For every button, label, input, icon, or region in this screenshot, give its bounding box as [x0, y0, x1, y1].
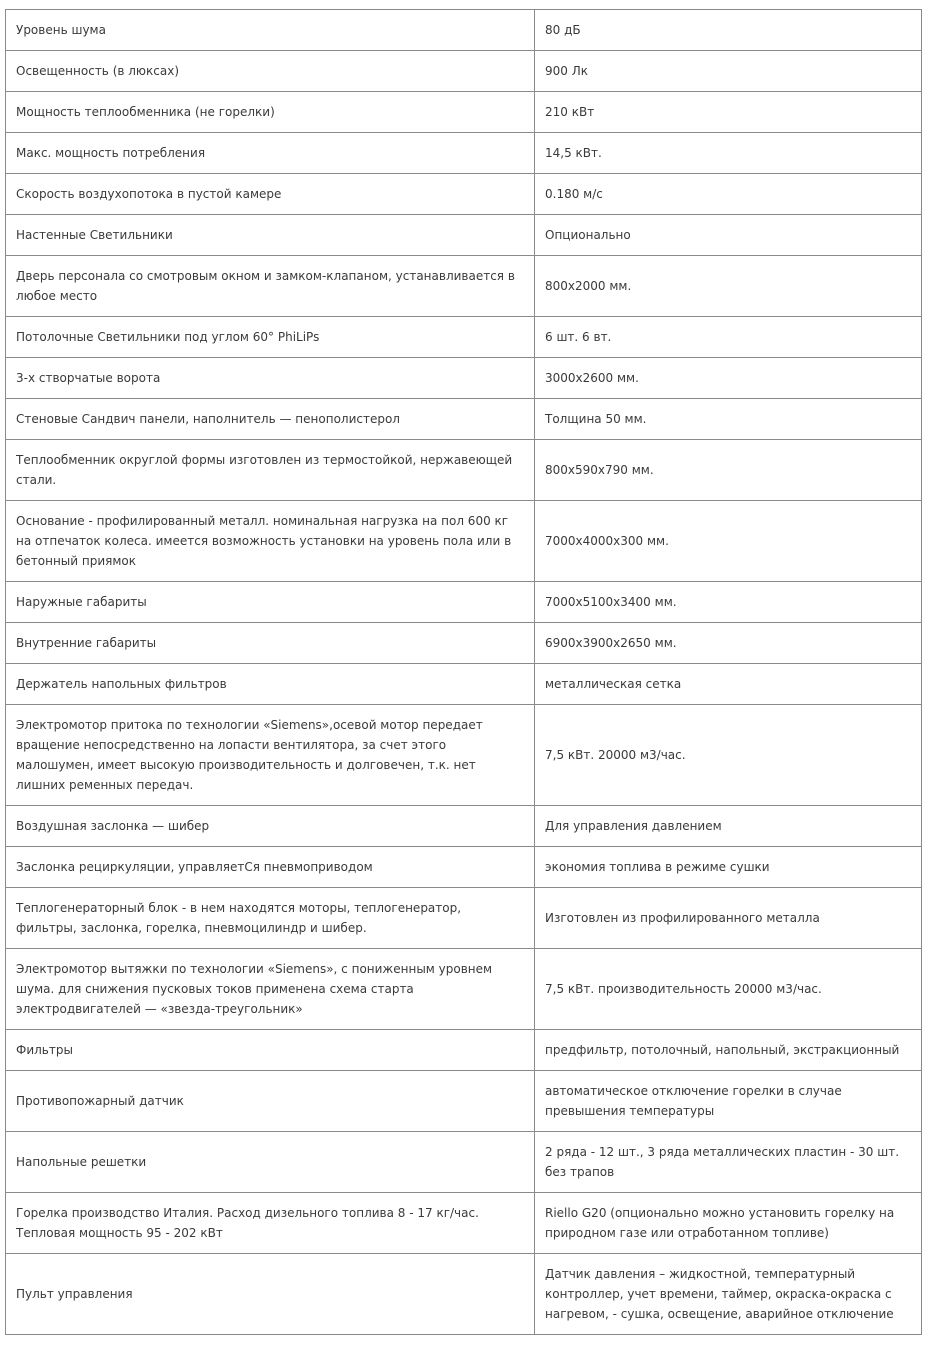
table-row — [6, 10, 922, 51]
param-cell: Скорость воздухопотока в пустой камере — [6, 174, 535, 215]
table-row — [6, 1193, 922, 1254]
table-row — [6, 1071, 922, 1132]
table-row — [6, 440, 922, 501]
table-row — [6, 51, 922, 92]
table-row — [6, 215, 922, 256]
value-cell: 3000х2600 мм. — [535, 358, 922, 399]
param-cell: Потолочные Светильники под углом 60° PhiLiPs — [6, 317, 535, 358]
table-row — [6, 256, 922, 317]
table-row — [6, 806, 922, 847]
value-cell: 7,5 кВт. производительность 20000 м3/час. — [535, 949, 922, 1030]
table-row — [6, 399, 922, 440]
param-cell: Внутренние габариты — [6, 623, 535, 664]
param-cell: Электромотор притока по технологии «Siemens»,осевой мотор передает вращение непосредственно на лопасти вентилятора, за счет этого малошумен, имеет высокую производительность и долговечен, т.к. нет лишних ременных передач. — [6, 705, 535, 806]
value-cell: 800х590х790 мм. — [535, 440, 922, 501]
param-cell: 3-х створчатые ворота — [6, 358, 535, 399]
value-cell: металлическая сетка — [535, 664, 922, 705]
table-row — [6, 1030, 922, 1071]
table-row — [6, 623, 922, 664]
value-cell: 2 ряда - 12 шт., 3 ряда металлических пластин - 30 шт. без трапов — [535, 1132, 922, 1193]
table-row — [6, 1132, 922, 1193]
value-cell: 14,5 кВт. — [535, 133, 922, 174]
param-cell: Напольные решетки — [6, 1132, 535, 1193]
table-row — [6, 174, 922, 215]
table-row — [6, 1254, 922, 1335]
table-row — [6, 705, 922, 806]
param-cell: Макс. мощность потребления — [6, 133, 535, 174]
table-row — [6, 92, 922, 133]
param-cell: Наружные габариты — [6, 582, 535, 623]
param-cell: Стеновые Сандвич панели, наполнитель — пенополистерол — [6, 399, 535, 440]
value-cell: Riello G20 (опционально можно установить горелку на природном газе или отработанном топливе) — [535, 1193, 922, 1254]
value-cell: экономия топлива в режиме сушки — [535, 847, 922, 888]
param-cell: Теплообменник округлой формы изготовлен из термостойкой, нержавеющей стали. — [6, 440, 535, 501]
param-cell: Держатель напольных фильтров — [6, 664, 535, 705]
value-cell: 7,5 кВт. 20000 м3/час. — [535, 705, 922, 806]
value-cell: 210 кВт — [535, 92, 922, 133]
param-cell: Фильтры — [6, 1030, 535, 1071]
table-row — [6, 949, 922, 1030]
param-cell: Воздушная заслонка — шибер — [6, 806, 535, 847]
param-cell: Дверь персонала со смотровым окном и замком-клапаном, устанавливается в любое место — [6, 256, 535, 317]
param-cell: Пульт управления — [6, 1254, 535, 1335]
param-cell: Противопожарный датчик — [6, 1071, 535, 1132]
value-cell: 6900х3900х2650 мм. — [535, 623, 922, 664]
param-cell: Теплогенераторный блок - в нем находятся моторы, теплогенератор, фильтры, заслонка, горелка, пневмоцилиндр и шибер. — [6, 888, 535, 949]
param-cell: Электромотор вытяжки по технологии «Siemens», с пониженным уровнем шума. для снижения пусковых токов применена схема старта электродвигателей — «звезда-треугольник» — [6, 949, 535, 1030]
param-cell: Освещенность (в люксах) — [6, 51, 535, 92]
table-row — [6, 582, 922, 623]
param-cell: Настенные Светильники — [6, 215, 535, 256]
value-cell: автоматическое отключение горелки в случае превышения температуры — [535, 1071, 922, 1132]
table-row — [6, 317, 922, 358]
table-row — [6, 664, 922, 705]
param-cell: Горелка производство Италия. Расход дизельного топлива 8 - 17 кг/час. Тепловая мощность 95 - 202 кВт — [6, 1193, 535, 1254]
table-row — [6, 847, 922, 888]
table-row — [6, 888, 922, 949]
specifications-table — [5, 9, 922, 1335]
param-cell: Уровень шума — [6, 10, 535, 51]
table-row — [6, 501, 922, 582]
value-cell: 7000х5100х3400 мм. — [535, 582, 922, 623]
table-row — [6, 133, 922, 174]
value-cell: 7000х4000х300 мм. — [535, 501, 922, 582]
value-cell: Для управления давлением — [535, 806, 922, 847]
value-cell: 900 Лк — [535, 51, 922, 92]
value-cell: Толщина 50 мм. — [535, 399, 922, 440]
value-cell: 0.180 м/с — [535, 174, 922, 215]
value-cell: 80 дБ — [535, 10, 922, 51]
value-cell: предфильтр, потолочный, напольный, экстракционный — [535, 1030, 922, 1071]
param-cell: Мощность теплообменника (не горелки) — [6, 92, 535, 133]
param-cell: Заслонка рециркуляции, управляетСя пневмоприводом — [6, 847, 535, 888]
value-cell: Опционально — [535, 215, 922, 256]
param-cell: Основание - профилированный металл. номинальная нагрузка на пол 600 кг на отпечаток колеса. имеется возможность установки на уровень пола или в бетонный приямок — [6, 501, 535, 582]
value-cell: 6 шт. 6 вт. — [535, 317, 922, 358]
value-cell: Датчик давления – жидкостной, температурный контроллер, учет времени, таймер, окраска-окраска с нагревом, - сушка, освещение, аварийное отключение — [535, 1254, 922, 1335]
value-cell: 800х2000 мм. — [535, 256, 922, 317]
table-row — [6, 358, 922, 399]
specifications-table-body — [6, 10, 922, 1335]
value-cell: Изготовлен из профилированного металла — [535, 888, 922, 949]
